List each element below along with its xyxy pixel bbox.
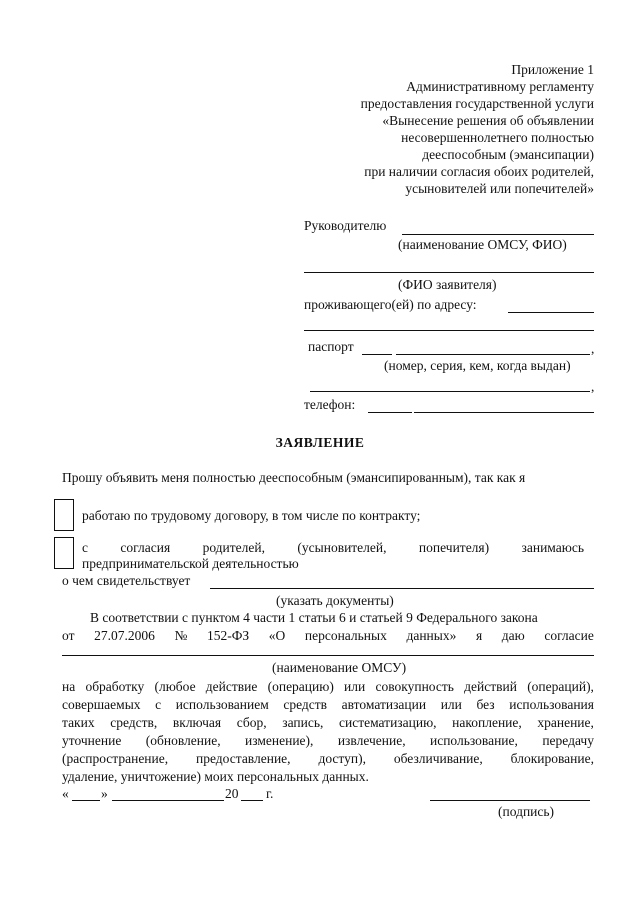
word: даю [501,628,525,643]
word: без [476,697,495,712]
word: действие [205,679,258,694]
word: включая [172,715,222,730]
word: блокирование, [510,751,594,766]
phone-field[interactable] [414,412,594,413]
word: использования [509,697,594,712]
date-quote-close: » [101,786,108,801]
consent-body-line [62,680,594,694]
word: от [62,628,75,643]
word: согласия [120,540,171,555]
address-field-line2[interactable] [304,330,594,331]
passport-hint: (номер, серия, кем, когда выдан) [384,358,571,373]
option-checkbox-employment[interactable] [54,499,74,531]
consent-body-line [62,752,594,766]
applicant-hint: (ФИО заявителя) [398,277,497,292]
word: или [440,697,462,712]
option-checkbox-business[interactable] [54,537,74,569]
evidence-label: о чем свидетельствует [62,573,191,588]
word: (операций), [527,679,594,694]
option-text-employment: работаю по трудовому договору, в том числе по контракту; [82,508,421,523]
word: сбор, [236,715,267,730]
header-line: Административному регламенту [406,79,594,94]
word: таких [62,715,95,730]
document-title: ЗАЯВЛЕНИЕ [275,435,365,450]
word: доступ), [318,751,366,766]
word: действий [464,679,517,694]
consent-line-1: В соответствии с пунктом 4 части 1 статьи 6 и статьей 9 Федерального закона [90,610,538,625]
word: согласие [544,628,594,643]
word: на [62,679,76,694]
header-line: усыновителей или попечителей» [405,181,594,196]
word: я [475,628,483,643]
to-label: Руководителю [304,218,387,233]
applicant-field[interactable] [304,272,594,273]
passport-comma-2: , [591,379,595,394]
word: средств, [110,715,158,730]
word: автоматизации [341,697,427,712]
signature-hint: (подпись) [498,804,555,819]
word: уточнение [62,733,122,748]
address-label: проживающего(ей) по адресу: [304,297,477,312]
word: (усыновителей, [297,540,387,555]
word: 27.07.2006 [94,628,155,643]
date-day-field[interactable] [72,800,100,801]
word: занимаюсь [521,540,584,555]
word: (операцию) [267,679,334,694]
passport-series-field[interactable] [362,354,392,355]
date-year-field[interactable] [241,800,263,801]
option-text-business-line2: предпринимательской деятельностью [82,556,299,571]
date-century: 20 [225,786,239,801]
word: с [82,540,88,555]
word: средств [283,697,328,712]
word: накопление, [452,715,522,730]
header-line: несовершеннолетнего полностью [401,130,594,145]
word: попечителя) [418,540,490,555]
header-line: «Вынесение решения об объявлении [382,113,594,128]
word: совокупность [375,679,454,694]
word: предоставление, [196,751,291,766]
phone-label: телефон: [304,397,356,412]
word: (любое [154,679,196,694]
word: или [344,679,366,694]
passport-number-field[interactable] [396,354,590,355]
date-year-suffix: г. [266,786,274,801]
to-field[interactable] [402,234,594,235]
word: (распространение, [62,751,169,766]
word: изменение), [244,733,314,748]
consent-body-line [62,698,594,712]
header-line: при наличии согласия обоих родителей, [364,164,594,179]
address-field[interactable] [508,312,594,313]
word: обработку [85,679,145,694]
word: запись, [282,715,324,730]
word: «О [268,628,286,643]
consent-body-line [62,734,594,748]
consent-line-2 [62,629,594,643]
to-hint: (наименование ОМСУ, ФИО) [398,237,567,252]
omsu-hint: (наименование ОМСУ) [272,660,407,675]
passport-label: паспорт [308,339,354,354]
omsu-field[interactable] [62,655,594,656]
option-text-business-line1 [82,541,584,555]
date-month-field[interactable] [112,800,224,801]
word: совершаемых [62,697,141,712]
signature-field[interactable] [430,800,590,801]
passport-field-line2[interactable] [310,391,590,392]
word: (обновление, [145,733,221,748]
request-text: Прошу объявить меня полностью дееспособным (эмансипированным), так как я [62,470,526,485]
phone-code-field[interactable] [368,412,412,413]
header-line: Приложение 1 [511,62,594,77]
word: использованием [175,697,269,712]
word: данных» [406,628,457,643]
word: хранение, [537,715,594,730]
evidence-hint: (указать документы) [276,593,394,608]
consent-body-line [62,716,594,730]
evidence-field[interactable] [210,588,594,589]
word: 152-ФЗ [206,628,250,643]
word: передачу [542,733,594,748]
word: извлечение, [337,733,406,748]
consent-last-line: удаление, уничтожение) моих персональных данных. [62,769,369,784]
word: систематизацию, [338,715,437,730]
word: родителей, [202,540,265,555]
word: использование, [429,733,518,748]
word: с [155,697,162,712]
header-line: дееспособным (эмансипации) [422,147,594,162]
header-line: предоставления государственной услуги [360,96,594,111]
word: № [174,628,188,643]
passport-comma: , [591,341,595,356]
word: обезличивание, [393,751,483,766]
date-quote-open: « [62,786,69,801]
word: персональных [304,628,387,643]
